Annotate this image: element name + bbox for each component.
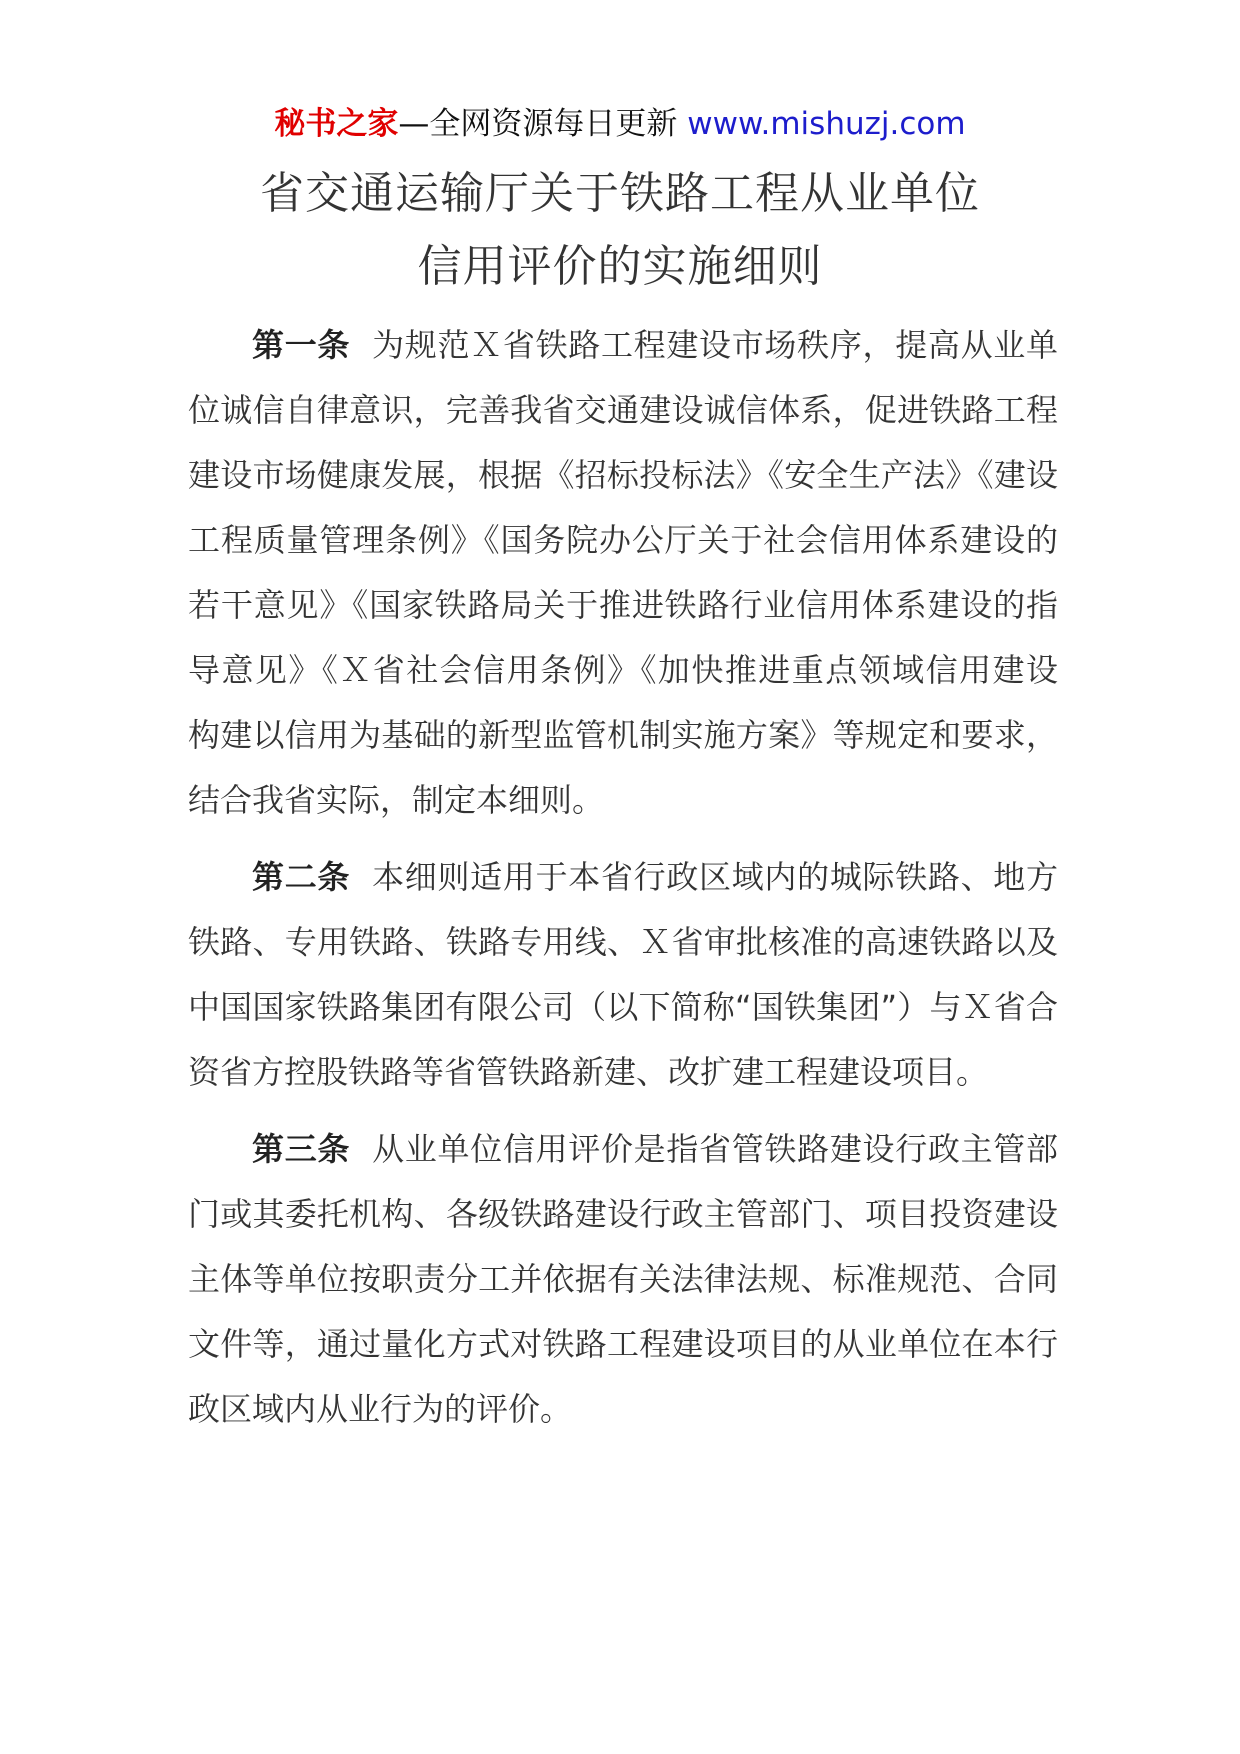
article-label: 第三条: [252, 1130, 351, 1168]
article-1: [188, 313, 1058, 833]
header-brand: 秘书之家: [274, 106, 399, 142]
article-text: 本细则适用于本省行政区域内的城际铁路、地方铁路、专用铁路、铁路专用线、Ｘ省审批核准的高速铁路以及中国国家铁路集团有限公司（以下简称“国铁集团”）与Ｘ省合资省方控股铁路等省管铁路新建、改扩建工程建设项目。: [188, 858, 1058, 1091]
article-2: [188, 845, 1058, 1105]
article-text: 从业单位信用评价是指省管铁路建设行政主管部门或其委托机构、各级铁路建设行政主管部门、项目投资建设主体等单位按职责分工并依据有关法律法规、标准规范、合同文件等，通过量化方式对铁路工程建设项目的从业单位在本行政区域内从业行为的评价。: [188, 1130, 1058, 1428]
document-title-line-1: 省交通运输厅关于铁路工程从业单位: [260, 168, 980, 219]
article-3: [188, 1117, 1058, 1442]
header-slogan: —全网资源每日更新: [398, 106, 678, 142]
header-url-link[interactable]: www.mishuzj.com: [687, 106, 966, 142]
article-label: 第二条: [252, 858, 351, 896]
document-body: [188, 313, 1058, 1454]
article-label: 第一条: [252, 326, 351, 364]
document-title-line-2: 信用评价的实施细则: [417, 241, 823, 292]
site-header: [0, 102, 1240, 146]
article-text: 为规范Ｘ省铁路工程建设市场秩序，提高从业单位诚信自律意识，完善我省交通建设诚信体系，促进铁路工程建设市场健康发展，根据《招标投标法》《安全生产法》《建设工程质量管理条例》《国务院办公厅关于社会信用体系建设的若干意见》《国家铁路局关于推进铁路行业信用体系建设的指导意见》《Ｘ省社会信用条例》《加快推进重点领域信用建设 构建以信用为基础的新型监管机制实施方案》等规定和要求，结合我省实际，制定本细则。: [188, 326, 1058, 819]
